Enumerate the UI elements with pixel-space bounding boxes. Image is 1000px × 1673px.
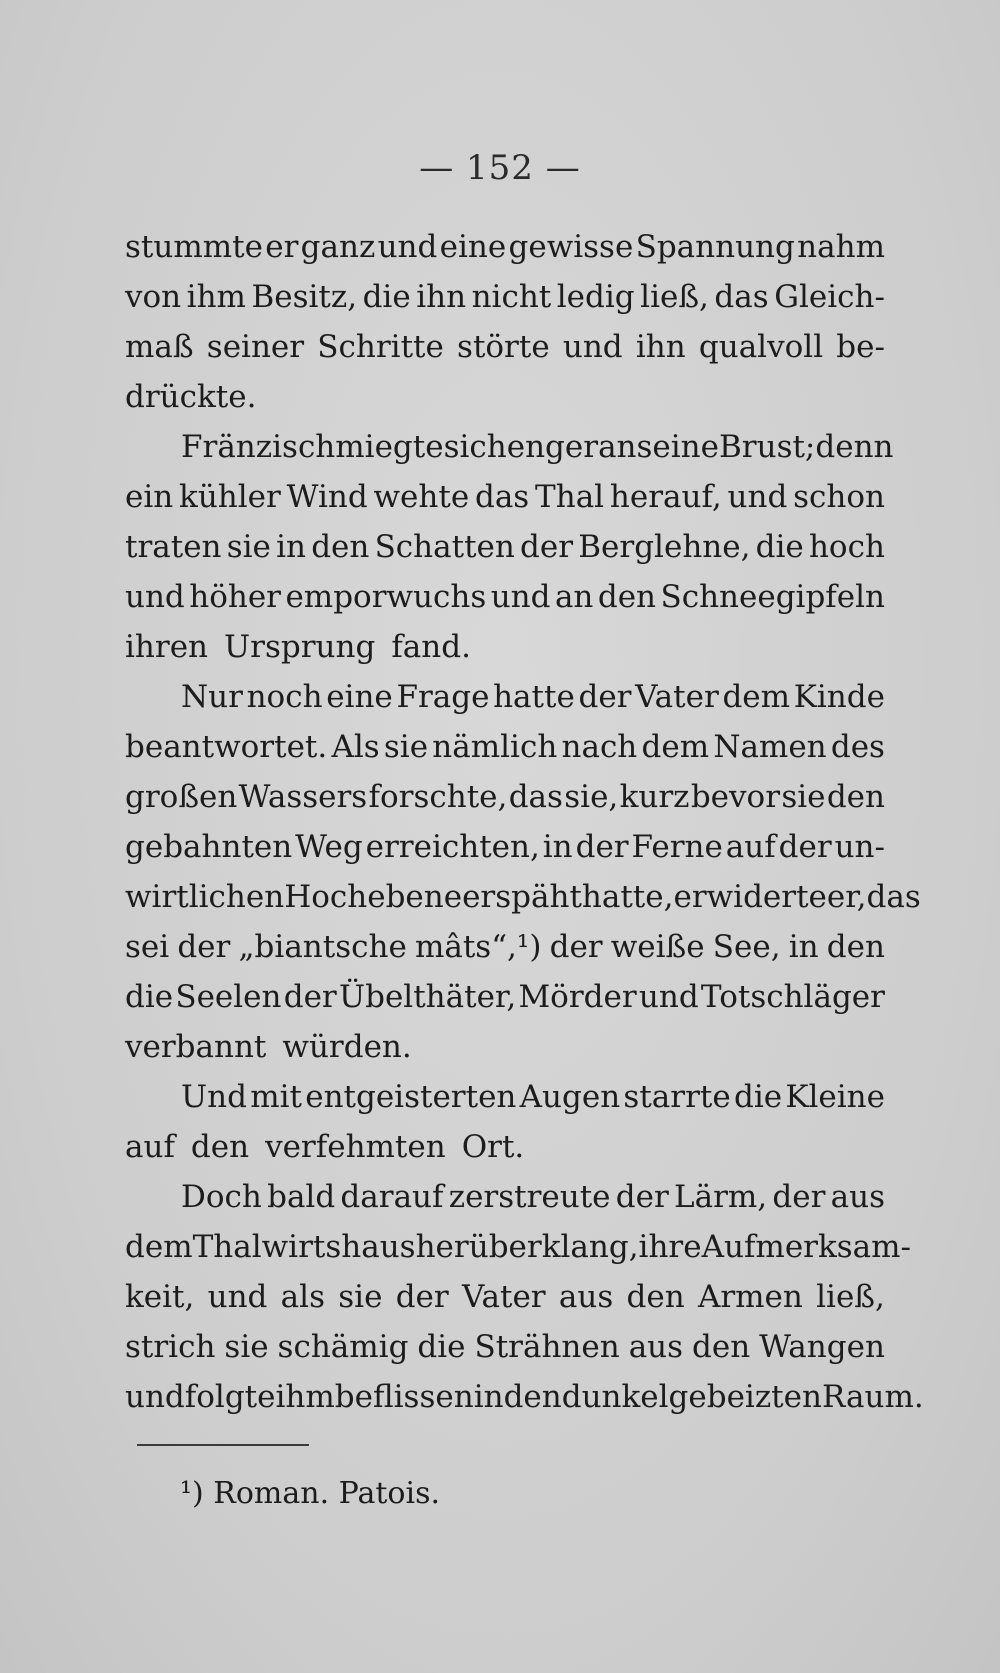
footnote-divider (137, 1444, 309, 1446)
text-line: beantwortet. Als sie nämlich nach dem Namen des (125, 729, 885, 765)
text-line: Und mit entgeisterten Augen starrte die Kleine (181, 1079, 885, 1115)
text-line: wirtlichen Hochebene erspäht hatte, erwiderte er, das (125, 879, 921, 915)
footnote: ¹) Roman. Patois. (180, 1476, 441, 1511)
text-line: maß seiner Schritte störte und ihn qualvoll be- (125, 329, 885, 365)
text-line: stummte er ganz und eine gewisse Spannung nahm (125, 229, 885, 265)
text-line: Doch bald darauf zerstreute der Lärm, der aus (181, 1179, 885, 1215)
text-line: strich sie schämig die Strähnen aus den Wangen (125, 1329, 885, 1365)
text-line: dem Thalwirtshaus herüberklang, ihre Aufmerksam- (125, 1229, 912, 1265)
text-line: und folgte ihm beflissen in den dunkelgebeizten Raum. (125, 1379, 924, 1415)
page-number: — 152 — (419, 148, 581, 188)
text-line: gebahnten Weg erreichten, in der Ferne auf der un- (125, 829, 885, 865)
text-line: von ihm Besitz, die ihn nicht ledig ließ, das Gleich- (125, 279, 885, 315)
text-line: ein kühler Wind wehte das Thal herauf, und schon (125, 479, 885, 515)
text-line: Nur noch eine Frage hatte der Vater dem Kinde (181, 679, 885, 715)
text-line: sei der „biantsche mâts“,¹) der weiße See, in den (125, 929, 885, 965)
text-line: Fränzi schmiegte sich enger an seine Brust; denn (181, 429, 894, 465)
text-line: großen Wassers forschte, das sie, kurz bevor sie den (125, 779, 885, 815)
text-line: drückte. (125, 379, 257, 415)
text-line: verbannt würden. (125, 1029, 412, 1065)
text-line: keit, und als sie der Vater aus den Armen ließ, (125, 1279, 885, 1315)
text-line: ihren Ursprung fand. (125, 629, 471, 665)
text-line: die Seelen der Übelthäter, Mörder und Totschläger (125, 979, 885, 1015)
text-line: und höher emporwuchs und an den Schneegipfeln (125, 579, 885, 615)
text-line: traten sie in den Schatten der Berglehne, die hoch (125, 529, 885, 565)
body-text (125, 222, 924, 1422)
text-line: auf den verfehmten Ort. (125, 1129, 525, 1165)
